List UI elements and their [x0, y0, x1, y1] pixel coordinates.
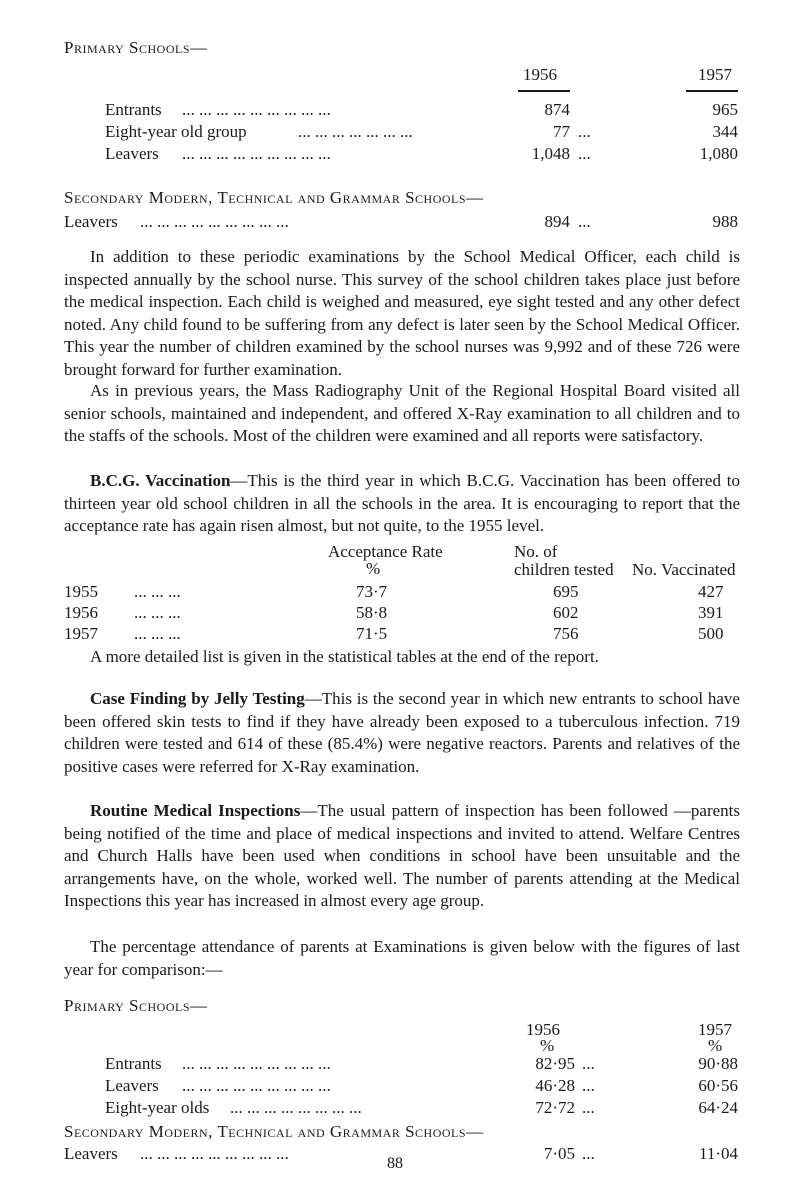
- value-1957: 344: [712, 122, 738, 141]
- row-label: Leavers: [105, 144, 159, 163]
- paragraph-attendance-intro: The percentage attendance of parents at Examinations is given below with the figures of last year for comparison:—: [64, 937, 740, 979]
- leader-dots: ... ... ... ... ... ... ... ... ...: [140, 1144, 289, 1163]
- jelly-heading: Case Finding by Jelly Testing: [90, 689, 305, 708]
- children-vaccinated: 391: [698, 603, 724, 622]
- value-1957: 60·56: [698, 1076, 738, 1095]
- row-label: Leavers: [64, 212, 118, 231]
- year: 1957: [64, 624, 98, 643]
- leader-dots: ... ... ... ... ... ... ... ...: [230, 1098, 362, 1117]
- year: 1955: [64, 582, 98, 601]
- value-1957: 1,080: [699, 144, 738, 163]
- leader-dots: ... ... ... ... ... ... ... ... ...: [140, 212, 289, 231]
- value-1956: 82·95: [535, 1054, 575, 1073]
- paragraph-mass-radiography: As in previous years, the Mass Radiography Unit of the Regional Hospital Board visited all senior schools, maintained and independent, and offered X-Ray examination to all children and to the staffs of the schools. Most of the children were examined and all reports were satisfactory.: [64, 381, 740, 445]
- routine-text: —The usual pattern of inspection has been followed —parents being notified of the time and place of medical inspections and invited to attend. Welfare Centres and Church Halls have been used when conditions in school have been unsuitable and the arrangements have, on the whole, worked well. The number of parents attending at the Medical Inspections this year has increased in almost every age group.: [64, 801, 740, 910]
- paragraph-jelly-testing: [64, 688, 740, 778]
- row-label: Entrants: [105, 100, 162, 119]
- row-label: Eight-year olds: [105, 1098, 210, 1117]
- leader-dots: ... ... ... ... ... ... ... ... ...: [182, 1054, 331, 1073]
- value-1956: 46·28: [535, 1076, 575, 1095]
- mid-dots: ...: [578, 144, 591, 163]
- mid-dots: ...: [578, 122, 591, 141]
- paragraph-nurse-inspection: In addition to these periodic examinations by the School Medical Officer, each child is inspected annually by the school nurse. This survey of the school children takes place just before the medical inspection. Each child is weighed and measured, eye sight tested and any other defect noted. Any child found to be suffering from any defect is later seen by the School Medical Officer. This year the number of children examined by the school nurses was 9,992 and of these 726 were brought forward for further examination.: [64, 247, 740, 379]
- percent-unit: %: [366, 559, 381, 578]
- percent-unit-1957: %: [708, 1036, 723, 1055]
- row-label: Eight-year old group: [105, 122, 247, 141]
- value-1957: 64·24: [698, 1098, 738, 1117]
- primary-schools-heading: Primary Schools—: [64, 38, 208, 57]
- value-1956: 72·72: [535, 1098, 575, 1117]
- jelly-text: —This is the second year in which new entrants to school have been offered skin tests to find if they have already been exposed to a tuberculous infection. 719 children were tested and 614 of these (85.4%) were negative reactors. Parents and relatives of the positive cases were referred for X-Ray examination.: [64, 689, 740, 776]
- row-label: Leavers: [64, 1144, 118, 1163]
- mid-dots: ...: [582, 1054, 595, 1073]
- leader-dots: ... ... ... ... ... ... ... ... ...: [182, 144, 331, 163]
- leader-dots: ... ... ...: [134, 603, 181, 622]
- children-vaccinated: 500: [698, 624, 724, 643]
- mid-dots: ...: [582, 1098, 595, 1117]
- row-label: Leavers: [105, 1076, 159, 1095]
- children-tested: 602: [553, 603, 579, 622]
- col-1957-header-2: 1957: [698, 1020, 732, 1039]
- bcg-text: —This is the third year in which B.C.G. Vaccination has been offered to thirteen year old school children in all the schools in the area. It is encouraging to report that the acceptance rate has again risen almost, but not quite, to the 1955 level.: [64, 471, 740, 535]
- row-label: Entrants: [105, 1054, 162, 1073]
- col-1956-header-2: 1956: [526, 1020, 560, 1039]
- bcg-heading: B.C.G. Vaccination: [90, 471, 231, 490]
- primary-schools-heading-2: Primary Schools—: [64, 996, 208, 1015]
- acceptance-rate: 71·5: [356, 624, 388, 643]
- paragraph-bcg-vaccination: [64, 470, 740, 538]
- year: 1956: [64, 603, 98, 622]
- value-1956: 77: [553, 122, 570, 141]
- leader-dots: ... ... ... ... ... ... ...: [298, 122, 413, 141]
- mid-dots: ...: [582, 1076, 595, 1095]
- leader-dots: ... ... ...: [134, 582, 181, 601]
- value-1957: 965: [712, 100, 738, 119]
- value-1957: 11·04: [698, 1144, 738, 1163]
- paragraph-detailed-list: A more detailed list is given in the statistical tables at the end of the report.: [90, 647, 599, 666]
- value-1956: 894: [544, 212, 570, 231]
- col-1956-rule: [518, 90, 570, 92]
- value-1957: 90·88: [698, 1054, 738, 1073]
- children-tested: 695: [553, 582, 579, 601]
- mid-dots: ...: [578, 212, 591, 231]
- mid-dots: ...: [582, 1144, 595, 1163]
- children-tested: 756: [553, 624, 579, 643]
- value-1956: 7·05: [543, 1144, 575, 1163]
- children-vaccinated: 427: [698, 582, 724, 601]
- secondary-schools-heading-2: Secondary Modern, Technical and Grammar Schools—: [64, 1122, 484, 1141]
- secondary-schools-heading: Secondary Modern, Technical and Grammar Schools—: [64, 188, 484, 207]
- tested-header-line2: children tested: [514, 560, 614, 579]
- col-1957-header: 1957: [698, 65, 732, 84]
- value-1956: 1,048: [531, 144, 570, 163]
- acceptance-rate: 73·7: [356, 582, 388, 601]
- percent-unit-1956: %: [540, 1036, 555, 1055]
- col-1956-header: 1956: [523, 65, 557, 84]
- leader-dots: ... ... ... ... ... ... ... ... ...: [182, 1076, 331, 1095]
- leader-dots: ... ... ...: [134, 624, 181, 643]
- acceptance-rate-header: Acceptance Rate: [328, 542, 443, 561]
- vaccinated-header: No. Vaccinated: [632, 560, 736, 579]
- acceptance-rate: 58·8: [356, 603, 388, 622]
- value-1957: 988: [712, 212, 738, 231]
- routine-heading: Routine Medical Inspections: [90, 801, 301, 820]
- value-1956: 874: [544, 100, 570, 119]
- col-1957-rule: [686, 90, 738, 92]
- page-number: 88: [387, 1155, 403, 1172]
- tested-header-line1: No. of: [514, 542, 558, 561]
- leader-dots: ... ... ... ... ... ... ... ... ...: [182, 100, 331, 119]
- paragraph-routine-inspections: [64, 800, 740, 913]
